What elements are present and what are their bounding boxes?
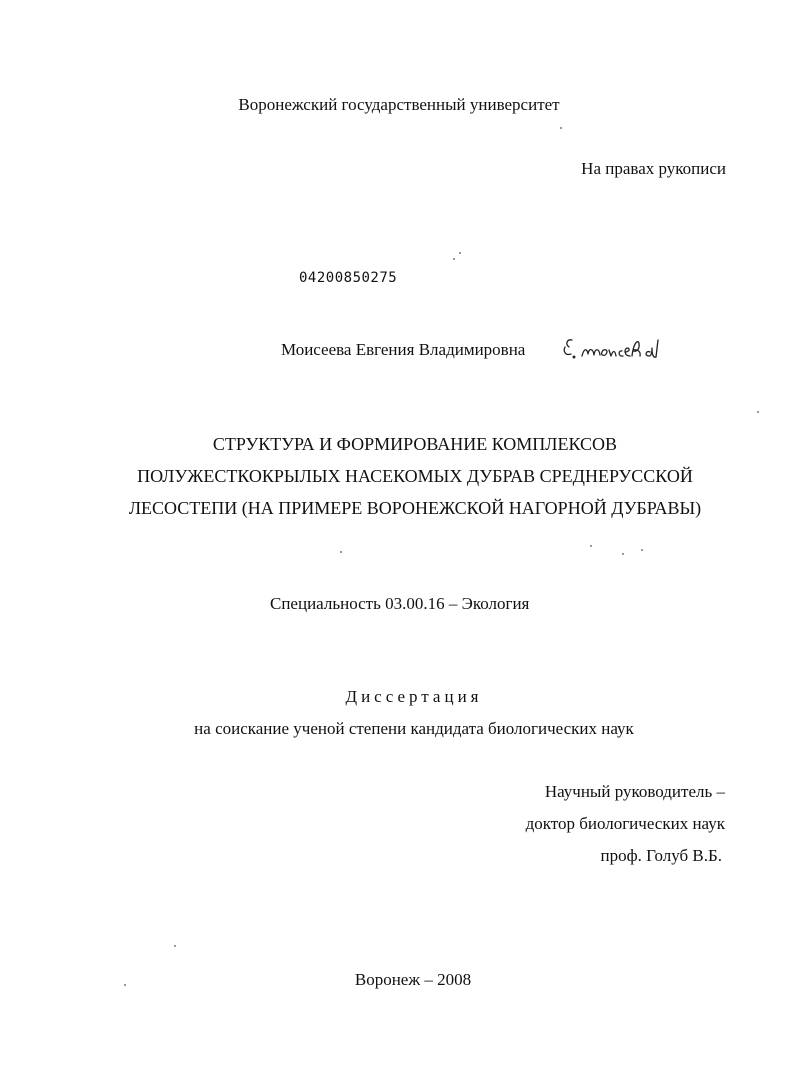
scan-speck — [622, 553, 624, 555]
manuscript-note: На правах рукописи — [581, 159, 726, 178]
university-name: Воронежский государственный университет — [238, 95, 560, 114]
scan-speck — [340, 551, 342, 553]
scan-speck — [453, 258, 455, 260]
supervisor-degree: доктор биологических наук — [525, 814, 725, 833]
city-year: Воронеж – 2008 — [354, 970, 472, 989]
title-line-2: ПОЛУЖЕСТКОКРЫЛЫХ НАСЕКОМЫХ ДУБРАВ СРЕДНЕРУССКОЙ — [137, 466, 693, 486]
dissertation-label: Диссертация — [345, 687, 483, 706]
scan-speck — [124, 984, 126, 986]
title-line-3: ЛЕСОСТЕПИ (НА ПРИМЕРЕ ВОРОНЕЖСКОЙ НАГОРНОЙ ДУБРАВЫ) — [128, 498, 702, 518]
barcode-number: 04200850275 — [299, 270, 398, 286]
scan-speck — [590, 545, 592, 547]
degree-sought: на соискание ученой степени кандидата биологических наук — [194, 719, 634, 738]
title-line-1: СТРУКТУРА И ФОРМИРОВАНИЕ КОМПЛЕКСОВ — [212, 434, 618, 454]
supervisor-role: Научный руководитель – — [544, 782, 725, 801]
handwritten-signature — [562, 330, 680, 370]
author-name: Моисеева Евгения Владимировна — [281, 340, 526, 359]
specialty: Специальность 03.00.16 – Экология — [270, 594, 530, 613]
supervisor-name: проф. Голуб В.Б. — [600, 846, 722, 865]
scan-speck — [459, 252, 461, 254]
scan-speck — [560, 127, 562, 129]
scan-speck — [641, 549, 643, 551]
scan-speck — [757, 411, 759, 413]
scan-speck — [174, 945, 176, 947]
